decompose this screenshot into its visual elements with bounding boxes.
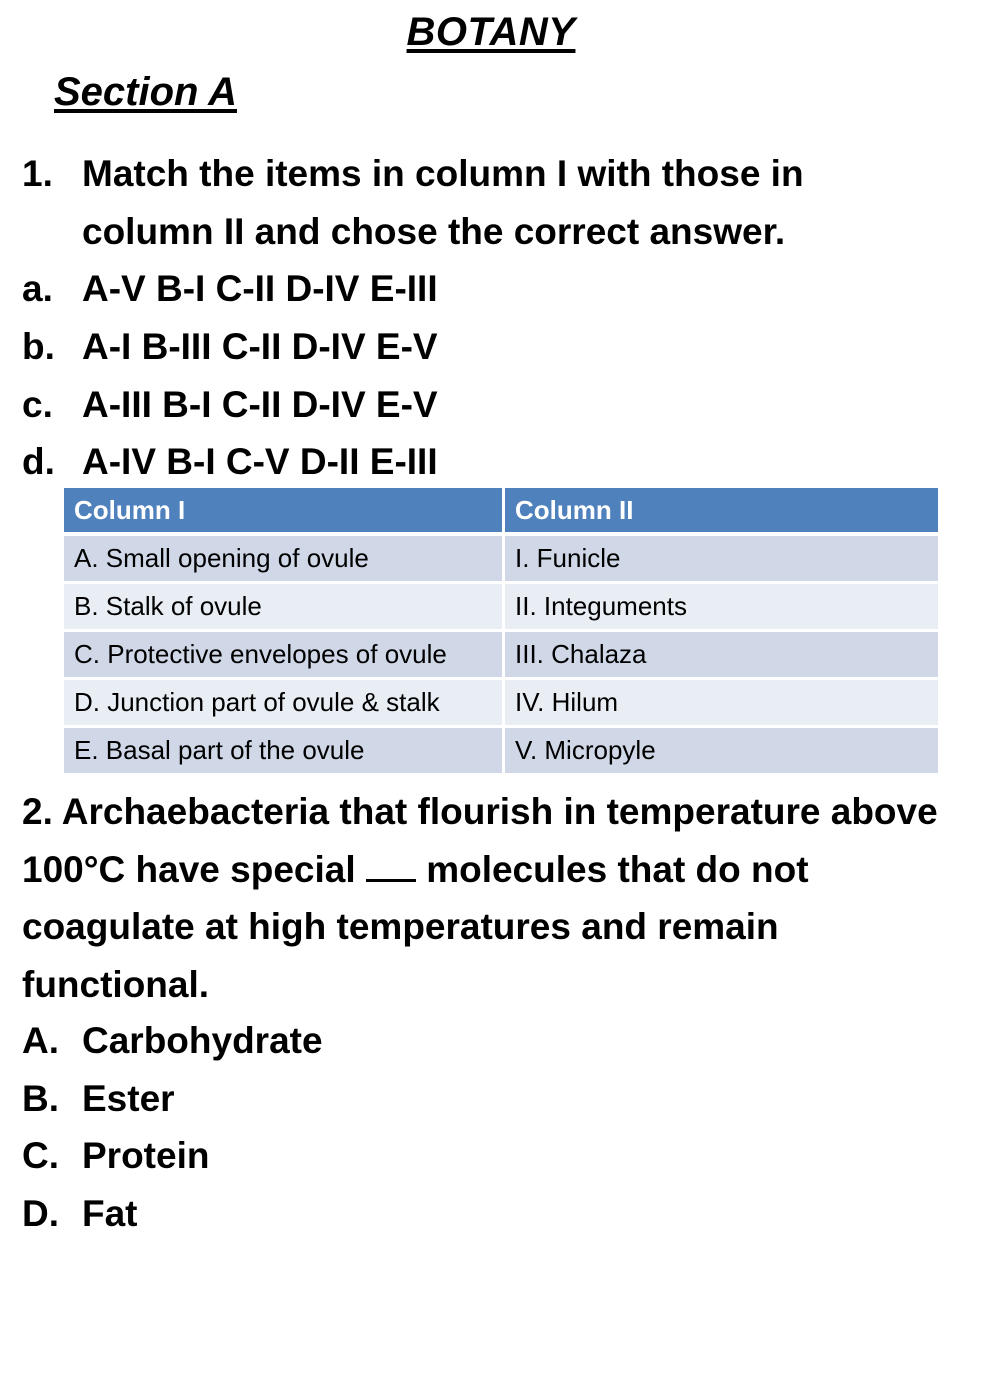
option-text: Ester xyxy=(82,1078,175,1119)
column-header: Column II xyxy=(504,487,940,535)
q2-option-d xyxy=(22,1190,138,1238)
table-cell: I. Funicle xyxy=(504,534,940,583)
option-text: Protein xyxy=(82,1135,210,1176)
option-text: A-IV B-I C-V D-II E-III xyxy=(82,441,438,482)
option-text: A-III B-I C-II D-IV E-V xyxy=(82,384,438,425)
option-label: b. xyxy=(22,326,55,367)
table-cell: B. Stalk of ovule xyxy=(63,583,504,631)
table-cell: V. Micropyle xyxy=(504,727,940,775)
q1-option-b xyxy=(22,323,438,371)
option-text: Fat xyxy=(82,1193,138,1234)
table-cell: A. Small opening of ovule xyxy=(63,534,504,583)
column-header: Column I xyxy=(63,487,504,535)
q2-option-a xyxy=(22,1017,323,1065)
q2-text-after: molecules that do not coagulate at high temperatures and remain functional. xyxy=(22,848,809,1005)
option-label: d. xyxy=(22,441,55,482)
option-label: B. xyxy=(22,1078,59,1119)
table-row xyxy=(63,583,940,631)
table-cell: III. Chalaza xyxy=(504,631,940,679)
option-label: a. xyxy=(22,268,53,309)
q1-text-line-1: Match the items in column I with those in xyxy=(82,153,804,194)
table-cell: C. Protective envelopes of ovule xyxy=(63,631,504,679)
fill-in-blank xyxy=(366,849,416,882)
table-row xyxy=(63,679,940,727)
q2-text-before: 2. Archaebacteria that flourish in temperature above 100°C have special xyxy=(22,791,938,890)
q1-number: 1. xyxy=(22,153,53,194)
subject-heading: BOTANY xyxy=(406,10,576,54)
matching-table xyxy=(61,485,941,776)
q1-option-a xyxy=(22,265,438,313)
option-label: c. xyxy=(22,384,53,425)
table-header-row xyxy=(63,487,940,535)
table-cell: II. Integuments xyxy=(504,583,940,631)
table-row xyxy=(63,727,940,775)
option-text: A-V B-I C-II D-IV E-III xyxy=(82,268,438,309)
section-heading: Section A xyxy=(54,70,237,114)
q1-option-c xyxy=(22,381,438,429)
table-row xyxy=(63,534,940,583)
option-label: C. xyxy=(22,1135,59,1176)
table-cell: IV. Hilum xyxy=(504,679,940,727)
q2-option-c xyxy=(22,1132,209,1180)
q1-line-1 xyxy=(22,150,804,198)
option-label: D. xyxy=(22,1193,59,1234)
q1-option-d xyxy=(22,438,438,486)
table-row xyxy=(63,631,940,679)
q2-text xyxy=(22,783,962,1013)
option-text: Carbohydrate xyxy=(82,1020,323,1061)
option-label: A. xyxy=(22,1020,59,1061)
option-text: A-I B-III C-II D-IV E-V xyxy=(82,326,438,367)
q2-option-b xyxy=(22,1075,175,1123)
q1-text-line-2: column II and chose the correct answer. xyxy=(82,211,786,252)
table-cell: D. Junction part of ovule & stalk xyxy=(63,679,504,727)
table-cell: E. Basal part of the ovule xyxy=(63,727,504,775)
